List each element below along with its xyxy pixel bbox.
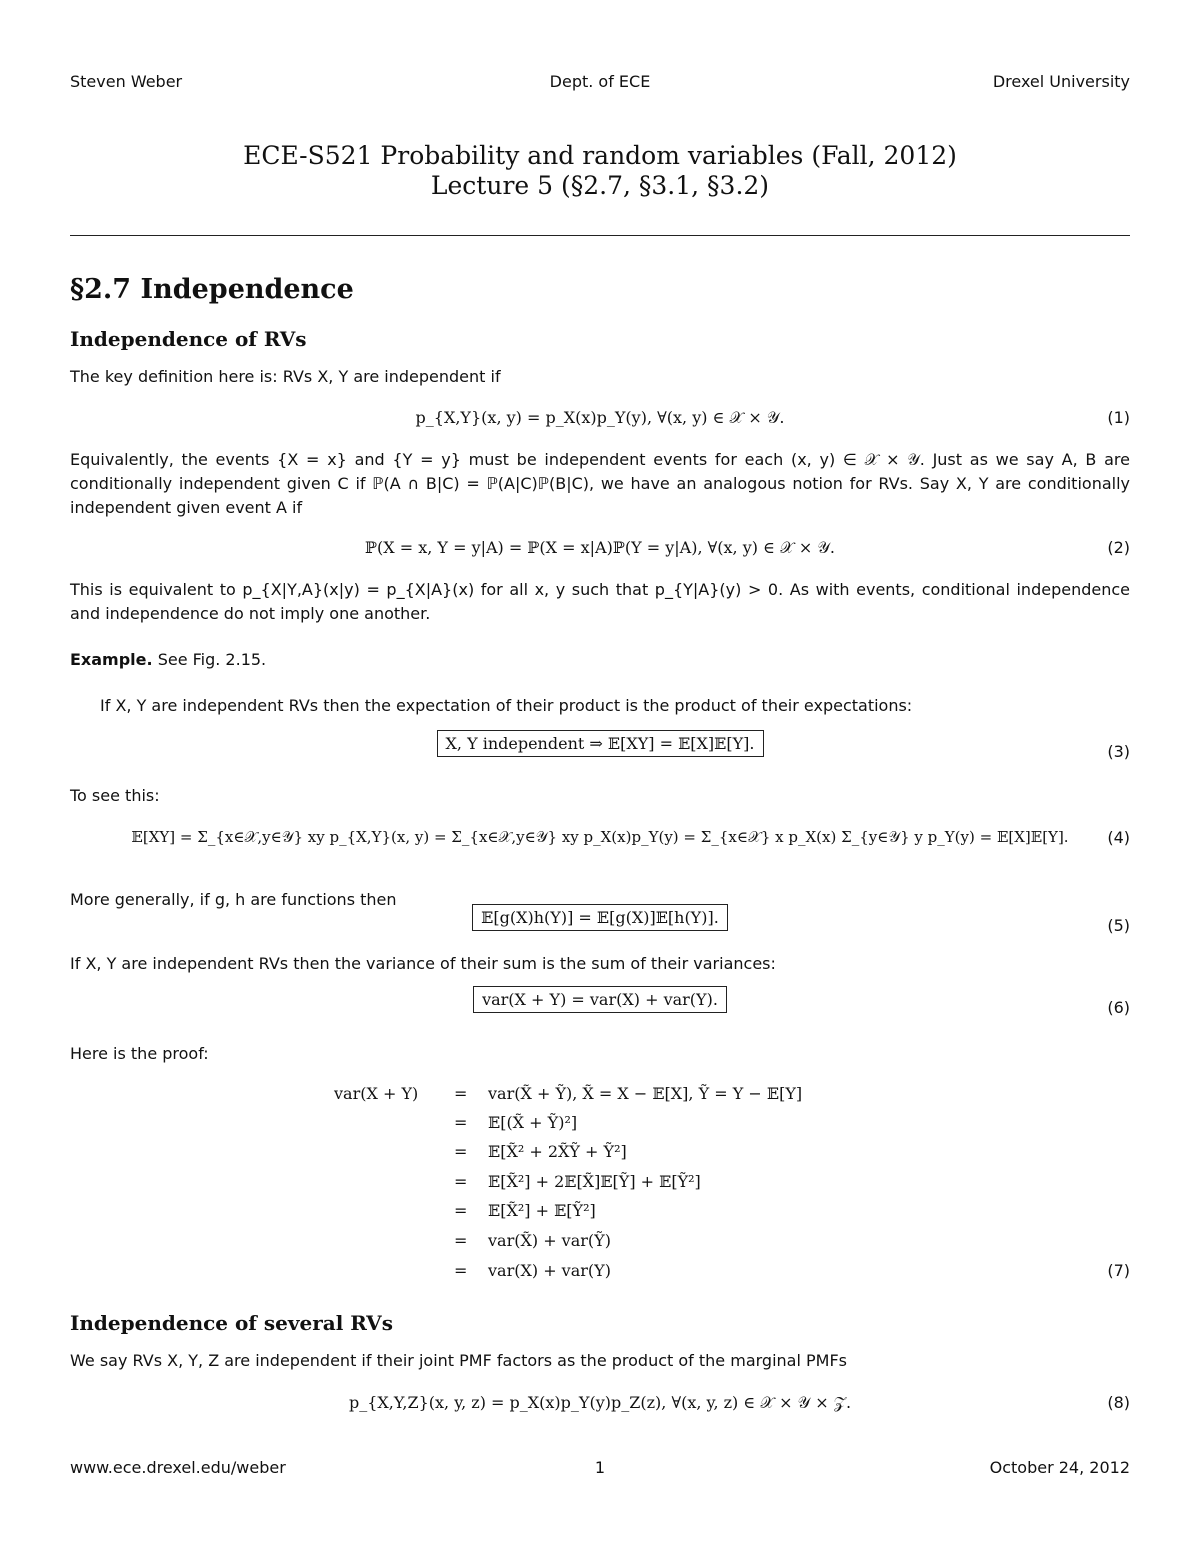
proof-eq-sign: = — [454, 1231, 468, 1250]
equation-4: 𝔼[XY] = Σ_{x∈𝒳,y∈𝒴} xy p_{X,Y}(x, y) = Σ_{x∈𝒳,y∈𝒴} xy p_X(x)p_Y(y) = Σ_{x∈𝒳} x p_X(x) Σ_{y∈𝒴} y p_Y(y) = 𝔼[X]𝔼[Y]. — [131, 828, 1069, 846]
paragraph-variance: If X, Y are independent RVs then the variance of their sum is the sum of their variances: — [70, 954, 776, 973]
proof-line: var(X) + var(Y) — [488, 1261, 611, 1280]
proof-line: 𝔼[X̃²] + 2𝔼[X̃]𝔼[Ỹ] + 𝔼[Ỹ²] — [488, 1172, 701, 1191]
proof-eq-sign: = — [454, 1142, 468, 1161]
proof-eq-sign: = — [454, 1201, 468, 1220]
proof-eq-sign: = — [454, 1261, 468, 1280]
title-line-2: Lecture 5 (§2.7, §3.1, §3.2) — [430, 171, 770, 200]
paragraph-definition: The key definition here is: RVs X, Y are independent if — [70, 367, 501, 386]
equation-5-number: (5) — [1107, 916, 1130, 935]
header-author: Steven Weber — [70, 72, 183, 91]
example-text: See Fig. 2.15. — [157, 650, 267, 669]
paragraph-proof-intro: Here is the proof: — [70, 1044, 209, 1063]
proof-line: var(X̃ + Ỹ), X̃ = X − 𝔼[X], Ỹ = Y − 𝔼[Y] — [488, 1084, 803, 1103]
equation-6-boxed: var(X + Y) = var(X) + var(Y). — [473, 986, 727, 1013]
proof-line: 𝔼[X̃²] + 𝔼[Ỹ²] — [488, 1201, 596, 1220]
proof-line: 𝔼[(X̃ + Ỹ)²] — [488, 1113, 578, 1132]
equation-1: p_{X,Y}(x, y) = p_X(x)p_Y(y), ∀(x, y) ∈ 𝒳 × 𝒴. — [415, 408, 785, 427]
footer-page-number: 1 — [594, 1458, 606, 1477]
equation-8: p_{X,Y,Z}(x, y, z) = p_X(x)p_Y(y)p_Z(z), ∀(x, y, z) ∈ 𝒳 × 𝒴 × 𝒵. — [348, 1393, 852, 1412]
title-rule — [70, 235, 1130, 236]
footer-url[interactable]: www.ece.drexel.edu/weber — [70, 1458, 286, 1477]
paragraph-joint-pmf: We say RVs X, Y, Z are independent if their joint PMF factors as the product of the marginal PMFs — [70, 1351, 847, 1370]
proof-eq-sign: = — [454, 1172, 468, 1191]
header-dept: Dept. of ECE — [549, 72, 651, 91]
header-university: Drexel University — [992, 72, 1130, 91]
example-label: Example. — [70, 650, 153, 669]
proof-lhs: var(X + Y) — [334, 1084, 419, 1103]
equation-2: ℙ(X = x, Y = y|A) = ℙ(X = x|A)ℙ(Y = y|A), ∀(x, y) ∈ 𝒳 × 𝒴. — [364, 538, 835, 557]
equation-3-boxed: X, Y independent ⇒ 𝔼[XY] = 𝔼[X]𝔼[Y]. — [437, 730, 764, 757]
equation-8-number: (8) — [1107, 1393, 1130, 1412]
section-heading: §2.7 Independence — [70, 274, 354, 305]
equation-6-number: (6) — [1107, 998, 1130, 1017]
proof-line: 𝔼[X̃² + 2X̃Ỹ + Ỹ²] — [488, 1142, 627, 1161]
paragraph-equivalence: This is equivalent to p_{X|Y,A}(x|y) = p_{X|A}(x) for all x, y such that p_{Y|A}(y) > 0. As with events, conditional independence and independence do not imply one another. — [70, 580, 1130, 623]
equation-2-number: (2) — [1107, 538, 1130, 557]
paragraph-conditional: Equivalently, the events {X = x} and {Y = y} must be independent events for each (x, y) ∈ 𝒳 × 𝒴. Just as we say A, B are conditionally independent given C if ℙ(A ∩ B|C) = ℙ(A|C)ℙ(B|C), we have an analogous notion for RVs. Say X, Y are conditionally independent given event A if — [70, 450, 1130, 517]
proof-eq-sign: = — [454, 1113, 468, 1132]
footer-date: October 24, 2012 — [989, 1458, 1130, 1477]
title-line-1: ECE-S521 Probability and random variables (Fall, 2012) — [243, 141, 957, 170]
proof-line: var(X̃) + var(Ỹ) — [488, 1231, 611, 1250]
subsection-independence-of-rvs: Independence of RVs — [70, 327, 307, 351]
equation-5-boxed: 𝔼[g(X)h(Y)] = 𝔼[g(X)]𝔼[h(Y)]. — [472, 904, 728, 931]
equation-4-number: (4) — [1107, 828, 1130, 847]
proof-eq-sign: = — [454, 1084, 468, 1103]
paragraph-expectation: If X, Y are independent RVs then the expectation of their product is the product of their expectations: — [100, 696, 913, 715]
subsection-several-rvs: Independence of several RVs — [70, 1311, 393, 1335]
paragraph-to-see: To see this: — [70, 786, 160, 805]
equation-1-number: (1) — [1107, 408, 1130, 427]
equation-7-number: (7) — [1107, 1261, 1130, 1280]
paragraph-more-generally: More generally, if g, h are functions then — [70, 890, 397, 909]
equation-3-number: (3) — [1107, 742, 1130, 761]
